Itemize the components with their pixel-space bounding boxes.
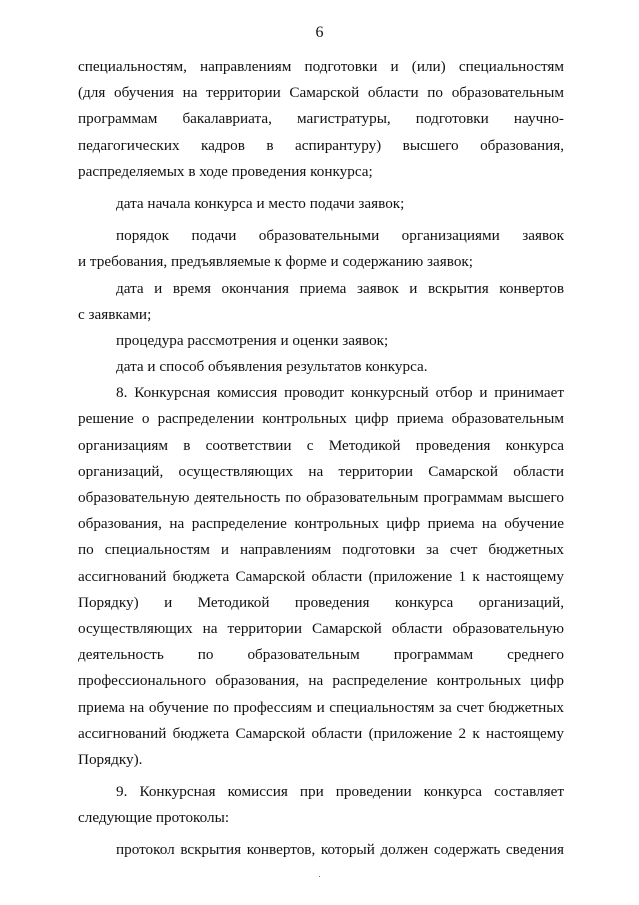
text-line: распределяемых в ходе проведения конкурса; [78, 162, 373, 180]
text-line: образовательную деятельность по образовательным программам высшего [78, 489, 564, 506]
text-line: приема на обучение по профессиям и специальностям за счет бюджетных [78, 698, 564, 716]
text-line: 9. Конкурсная комиссия при проведении конкурса составляет [116, 783, 564, 801]
text-line: дата начала конкурса и место подачи заявок; [116, 194, 405, 212]
document-body [78, 54, 564, 864]
text-line: Порядку). [78, 750, 143, 768]
text-line: организаций, осуществляющих на территории Самарской области [78, 462, 564, 480]
text-line: ассигнований бюджета Самарской области (приложение 2 к настоящему [78, 724, 564, 742]
text-line: ассигнований бюджета Самарской области (приложение 1 к настоящему [78, 567, 564, 585]
text-line: образования, на распределение контрольных цифр приема на обучение [78, 515, 564, 533]
text-line: дата и время окончания приема заявок и вскрытия конвертов [116, 279, 564, 297]
text-line: следующие протоколы: [78, 809, 230, 827]
text-line: порядок подачи образовательными организациями заявок [116, 227, 564, 245]
text-line: и требования, предъявляемые к форме и содержанию заявок; [78, 253, 474, 271]
text-line: протокол вскрытия конвертов, который должен содержать сведения [116, 841, 564, 859]
text-line: организациям в соответствии с Методикой проведения конкурса [78, 436, 564, 454]
text-line: 8. Конкурсная комиссия проводит конкурсный отбор и принимает [116, 384, 564, 402]
scan-speck [319, 876, 320, 877]
text-line: Порядку) и Методикой проведения конкурса организаций, [78, 593, 564, 611]
text-line: профессионального образования, на распределение контрольных цифр [78, 672, 564, 690]
text-line: решение о распределении контрольных цифр приема образовательным [78, 410, 564, 428]
text-line: деятельность по образовательным программам среднего [78, 646, 564, 664]
text-line: по специальностям и направлениям подготовки за счет бюджетных [78, 541, 564, 559]
text-line: программам бакалавриата, магистратуры, подготовки научно- [78, 110, 564, 128]
text-line: специальностям, направлениям подготовки и (или) специальностям [78, 58, 564, 75]
page-number: 6 [315, 24, 324, 41]
text-line: дата и способ объявления результатов конкурса. [116, 358, 428, 376]
text-line: осуществляющих на территории Самарской области образовательную [78, 619, 564, 637]
text-line: процедура рассмотрения и оценки заявок; [116, 331, 389, 349]
text-line: педагогических кадров в аспирантуру) высшего образования, [78, 136, 564, 154]
text-line: (для обучения на территории Самарской области по образовательным [78, 84, 564, 102]
text-line: с заявками; [78, 305, 152, 323]
